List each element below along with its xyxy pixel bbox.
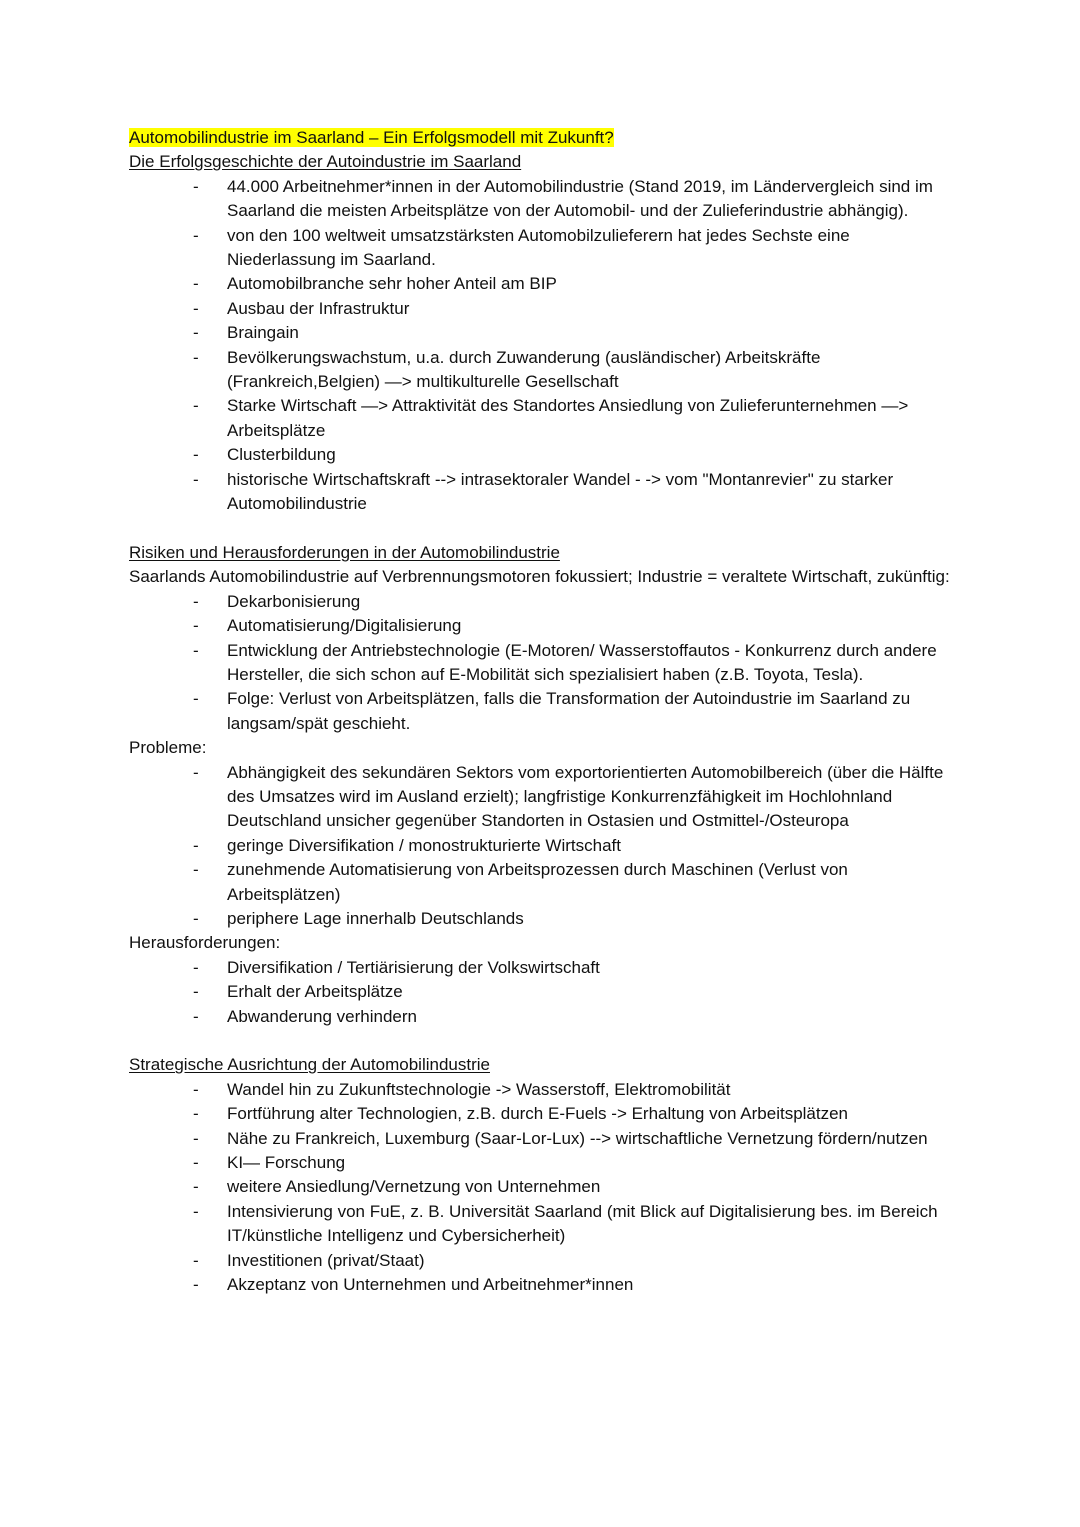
list-item: - von den 100 weltweit umsatzstärksten Automobilzulieferern hat jedes Sechste eine Niederlassung im Saarland. bbox=[193, 225, 850, 270]
list-item: - Clusterbildung bbox=[129, 443, 960, 467]
bullet-dash: - bbox=[193, 835, 199, 855]
section-heading-success-story: Die Erfolgsgeschichte der Autoindustrie im Saarland bbox=[129, 152, 522, 172]
list-item: - 44.000 Arbeitnehmer*innen in der Automobilindustrie (Stand 2019, im Ländervergleich sind im Saarland die meisten Arbeitsplätze von der Automobil- und der Zulieferindustrie abhängig). bbox=[193, 176, 933, 221]
list-item: - Bevölkerungswachstum, u.a. durch Zuwanderung (ausländischer) Arbeitskräfte (Frankreich,Belgien) —> multikulturelle Gesellschaft bbox=[193, 347, 821, 392]
bullet-dash: - bbox=[193, 1079, 199, 1099]
bullet-dash: - bbox=[193, 323, 199, 343]
list-item: - Abhängigkeit des sekundären Sektors vom exportorientierten Automobilbereich (über die Hälfte des Umsatzes wird im Ausland erzielt); langfristige Konkurrenzfähigkeit im Hochlohnland Deutschland unsicher gegenüber Standorten in Ostasien und Ostmittel-/Osteuropa bbox=[193, 762, 944, 831]
list-item: - periphere Lage innerhalb Deutschlands bbox=[129, 907, 960, 931]
list-item: - Akzeptanz von Unternehmen und Arbeitnehmer*innen bbox=[129, 1273, 960, 1297]
bullet-dash: - bbox=[193, 982, 199, 1002]
list-item: - zunehmende Automatisierung von Arbeitsprozessen durch Maschinen (Verlust von Arbeitsplätzen) bbox=[193, 860, 848, 904]
bullet-dash: - bbox=[193, 176, 199, 196]
section-spacer bbox=[129, 1029, 960, 1053]
list-item: - Fortführung alter Technologien, z.B. durch E-Fuels -> Erhaltung von Arbeitsplätzen bbox=[129, 1102, 960, 1126]
bullet-dash: - bbox=[193, 1153, 199, 1173]
list-item: - Ausbau der Infrastruktur bbox=[129, 297, 960, 321]
list-item: - Abwanderung verhindern bbox=[129, 1005, 960, 1029]
strategy-list bbox=[129, 1078, 960, 1298]
bullet-dash: - bbox=[193, 860, 199, 880]
list-item: - Dekarbonisierung bbox=[129, 590, 960, 614]
bullet-dash: - bbox=[193, 1104, 199, 1124]
bullet-dash: - bbox=[193, 1006, 199, 1026]
list-item: - Braingain bbox=[129, 321, 960, 345]
list-item: - Starke Wirtschaft —> Attraktivität des Standortes Ansiedlung von Zulieferunternehmen —> Arbeitsplätze bbox=[193, 396, 909, 440]
challenges-list bbox=[129, 956, 960, 1029]
list-item: - KI— Forschung bbox=[129, 1151, 960, 1175]
bullet-dash: - bbox=[193, 1128, 199, 1148]
list-item: - Erhalt der Arbeitsplätze bbox=[129, 980, 960, 1004]
bullet-dash: - bbox=[193, 689, 199, 709]
success-story-list bbox=[129, 175, 960, 517]
section-spacer bbox=[129, 517, 960, 541]
bullet-dash: - bbox=[193, 1250, 199, 1270]
document-title-text: Automobilindustrie im Saarland – Ein Erfolgsmodell mit Zukunft? bbox=[129, 128, 614, 147]
bullet-dash: - bbox=[193, 225, 199, 245]
list-item: - weitere Ansiedlung/Vernetzung von Unternehmen bbox=[129, 1175, 960, 1199]
bullet-dash: - bbox=[193, 908, 199, 928]
list-item: - geringe Diversifikation / monostrukturierte Wirtschaft bbox=[129, 834, 960, 858]
list-item: - Nähe zu Frankreich, Luxemburg (Saar-Lor-Lux) --> wirtschaftliche Vernetzung fördern/nutzen bbox=[129, 1127, 960, 1151]
section-heading-strategy: Strategische Ausrichtung der Automobilindustrie bbox=[129, 1055, 490, 1075]
list-item: - Investitionen (privat/Staat) bbox=[129, 1249, 960, 1273]
bullet-dash: - bbox=[193, 1201, 199, 1221]
bullet-dash: - bbox=[193, 396, 199, 416]
problems-label: Probleme: bbox=[129, 738, 207, 758]
bullet-dash: - bbox=[193, 957, 199, 977]
document-title bbox=[129, 126, 960, 150]
list-item: - Folge: Verlust von Arbeitsplätzen, falls die Transformation der Autoindustrie im Saarland zu langsam/spät geschieht. bbox=[193, 689, 911, 733]
section-heading-risks: Risiken und Herausforderungen in der Automobilindustrie bbox=[129, 542, 560, 562]
bullet-dash: - bbox=[193, 762, 199, 782]
bullet-dash: - bbox=[193, 445, 199, 465]
bullet-dash: - bbox=[193, 616, 199, 636]
list-item: - Automatisierung/Digitalisierung bbox=[129, 614, 960, 638]
list-item: - Wandel hin zu Zukunftstechnologie -> Wasserstoff, Elektromobilität bbox=[129, 1078, 960, 1102]
problems-list bbox=[129, 761, 960, 932]
bullet-dash: - bbox=[193, 640, 199, 660]
bullet-dash: - bbox=[193, 591, 199, 611]
bullet-dash: - bbox=[193, 469, 199, 489]
list-item: - Automobilbranche sehr hoher Anteil am BIP bbox=[129, 272, 960, 296]
challenges-label: Herausforderungen: bbox=[129, 933, 281, 953]
bullet-dash: - bbox=[193, 274, 199, 294]
risks-list bbox=[129, 590, 960, 736]
bullet-dash: - bbox=[193, 347, 199, 367]
risks-intro-text: Saarlands Automobilindustrie auf Verbrennungsmotoren fokussiert; Industrie = veraltete Wirtschaft, zukünftig: bbox=[129, 567, 950, 587]
list-item: - Intensivierung von FuE, z. B. Universität Saarland (mit Blick auf Digitalisierung bes. im Bereich IT/künstliche Intelligenz und Cybersicherheit) bbox=[193, 1201, 938, 1246]
bullet-dash: - bbox=[193, 298, 199, 318]
bullet-dash: - bbox=[193, 1275, 199, 1295]
list-item: - Entwicklung der Antriebstechnologie (E-Motoren/ Wasserstoffautos - Konkurrenz durch andere Hersteller, die sich schon auf E-Mobilität sich spezialisiert haben (z.B. Toyota, Tesla). bbox=[193, 640, 937, 684]
list-item: - historische Wirtschaftskraft --> intrasektoraler Wandel - -> vom "Montanrevier" zu starker Automobilindustrie bbox=[193, 469, 894, 514]
list-item: - Diversifikation / Tertiärisierung der Volkswirtschaft bbox=[129, 956, 960, 980]
bullet-dash: - bbox=[193, 1177, 199, 1197]
